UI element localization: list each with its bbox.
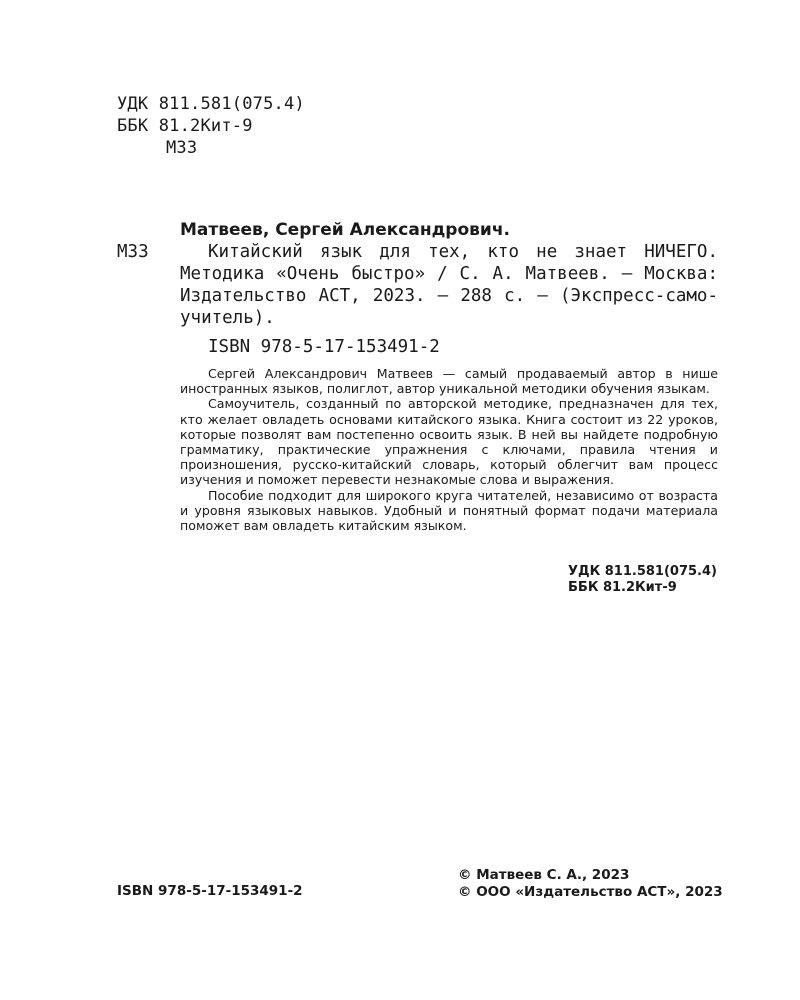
copyright-publisher: © ООО «Издательство АСТ», 2023 <box>458 884 723 900</box>
bbk-code: ББК 81.2Кит-9 <box>117 116 253 136</box>
annotation-paragraph: Пособие подходит для широкого круга читателей, независимо от возраста и уровня языковых навыков. Удобный и понятный формат подачи материала поможет вам овладеть китайским языком. <box>180 487 718 534</box>
annotation-udk: УДК 811.581(075.4) <box>568 564 717 579</box>
annotation-paragraph: Самоучитель, созданный по авторской методике, предназначен для тех, кто желает овладеть основами китайского языка. Книга состоит из 22 уроков, которые позволят вам постепенно освоить язык. В ней вы найдете подробную грамматику, практические упражнения с ключами, правила чтения и произношения, русско-китайский словарь, который облегчит вам процесс изучения и поможет перевести незнакомые слова и выражения. <box>180 396 718 488</box>
card-line-3: Издательство АСТ, 2023. – 288 с. – (Экспресс-само- <box>180 286 718 306</box>
card-line-4: учитель). <box>180 308 275 328</box>
author-mark: М33 <box>166 138 198 158</box>
card-isbn: ISBN 978-5-17-153491-2 <box>208 337 440 357</box>
footer-isbn: ISBN 978-5-17-153491-2 <box>117 883 303 899</box>
card-line-1: Китайский язык для тех, кто не знает НИЧЕГО. <box>208 242 718 262</box>
copyright-author: © Матвеев С. А., 2023 <box>458 867 630 883</box>
annotation-bbk: ББК 81.2Кит-9 <box>568 580 677 595</box>
card-author-mark: М33 <box>117 242 149 262</box>
annotation-paragraph: Сергей Александрович Матвеев — самый продаваемый автор в нише иностранных языков, полиглот, автор уникальной методики обучения языкам. <box>180 366 718 397</box>
card-line-2: Методика «Очень быстро» / С. А. Матвеев. – Москва: <box>180 264 718 284</box>
annotation <box>180 366 718 533</box>
udk-code: УДК 811.581(075.4) <box>117 94 305 114</box>
card-author: Матвеев, Сергей Александрович. <box>180 220 510 240</box>
